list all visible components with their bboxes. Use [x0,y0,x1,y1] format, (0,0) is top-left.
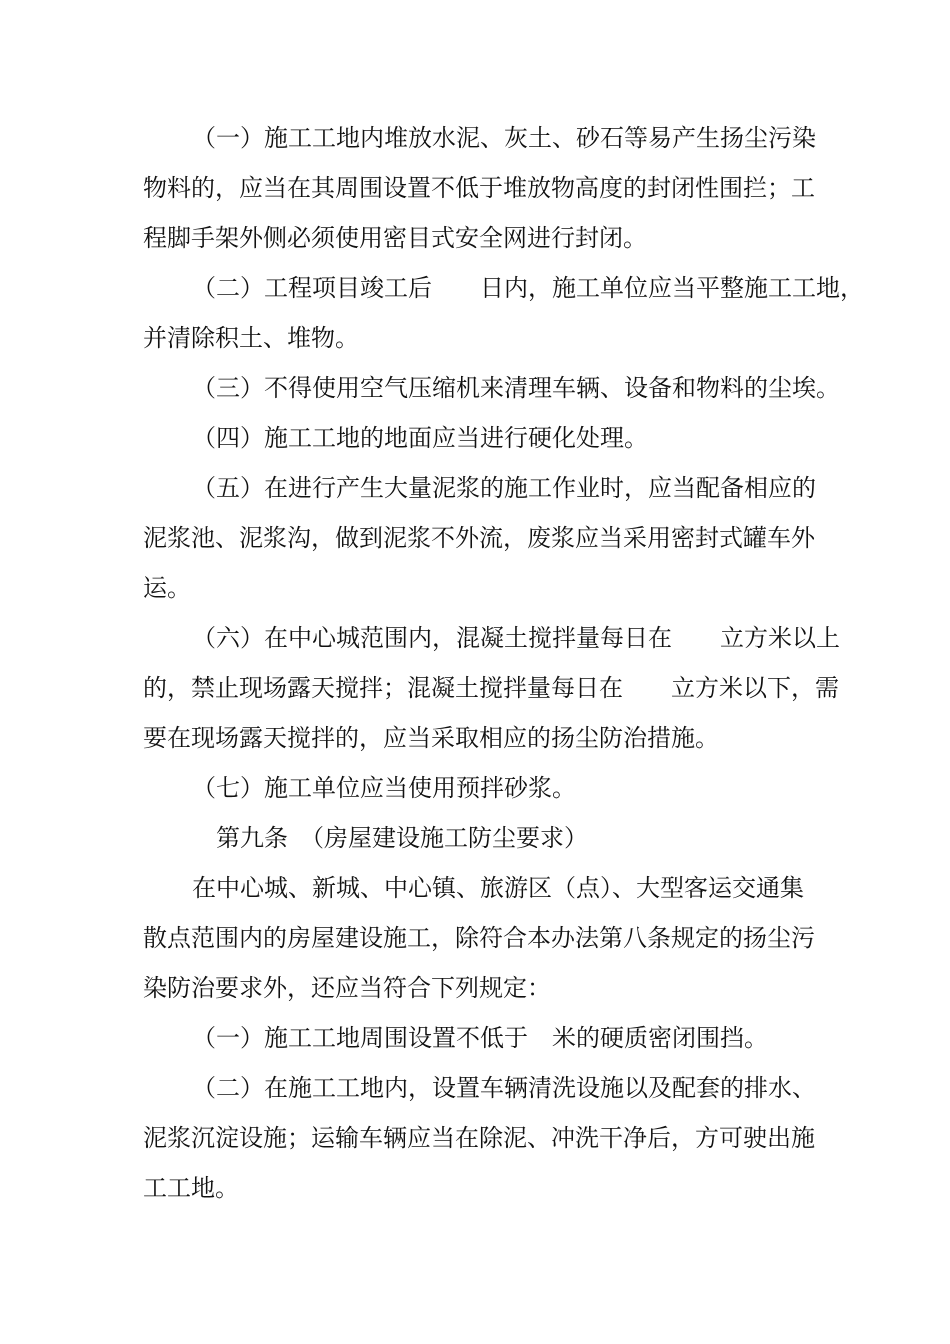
text-line: （四）施工工地的地面应当进行硬化处理。 [192,424,648,452]
text-line: 并清除积土、堆物。 [143,324,359,352]
text-line: （六）在中心城范围内，混凝土搅拌量每日在 立方米以上 [192,624,840,652]
text-line: （一）施工工地内堆放水泥、灰土、砂石等易产生扬尘污染 [192,124,816,152]
text-line: 泥浆沉淀设施；运输车辆应当在除泥、冲洗干净后，方可驶出施 [143,1124,815,1152]
text-line: （三）不得使用空气压缩机来清理车辆、设备和物料的尘埃。 [192,374,840,402]
text-line: 物料的，应当在其周围设置不低于堆放物高度的封闭性围拦；工 [143,174,815,202]
text-line: （五）在进行产生大量泥浆的施工作业时，应当配备相应的 [192,474,816,502]
text-line: 程脚手架外侧必须使用密目式安全网进行封闭。 [143,224,647,252]
text-line: （七）施工单位应当使用预拌砂浆。 [192,774,576,802]
article-heading: 第九条 （房屋建设施工防尘要求） [216,824,588,852]
text-line: （一）施工工地周围设置不低于 米的硬质密闭围挡。 [192,1024,768,1052]
text-line: 散点范围内的房屋建设施工，除符合本办法第八条规定的扬尘污 [143,924,815,952]
text-line: （二）工程项目竣工后 日内，施工单位应当平整施工工地， [192,274,864,302]
text-line: 的，禁止现场露天搅拌；混凝土搅拌量每日在 立方米以下，需 [143,674,839,702]
text-line: 要在现场露天搅拌的，应当采取相应的扬尘防治措施。 [143,724,719,752]
text-line: 工工地。 [143,1174,239,1202]
text-line: 运。 [143,574,191,602]
text-line: 染防治要求外，还应当符合下列规定： [143,974,551,1002]
text-line: 在中心城、新城、中心镇、旅游区（点）、大型客运交通集 [192,874,804,902]
text-line: 泥浆池、泥浆沟，做到泥浆不外流，废浆应当采用密封式罐车外 [143,524,815,552]
text-line: （二）在施工工地内，设置车辆清洗设施以及配套的排水、 [192,1074,816,1102]
